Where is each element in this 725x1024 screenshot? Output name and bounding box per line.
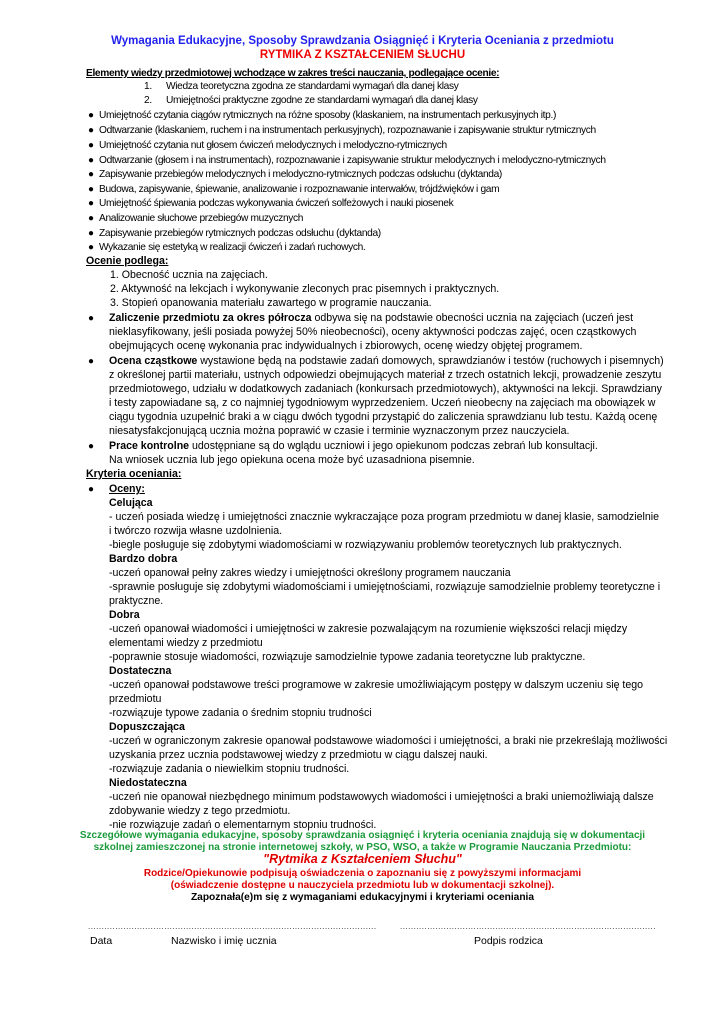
- bullet-icon: ●: [88, 198, 95, 209]
- ocenie-item: 3. Stopień opanowania materiału zawartego w programie nauczania.: [110, 297, 432, 309]
- grade-name: Bardzo dobra: [109, 553, 178, 565]
- bullet-icon: ●: [88, 125, 95, 136]
- grade-line: -uczeń opanował wiadomości i umiejętności w zakresie pozwalającym na rozumienie większości relacji między: [109, 623, 628, 635]
- date-label: Data: [90, 935, 113, 947]
- ocenie-item: 1. Obecność ucznia na zajęciach.: [110, 269, 268, 281]
- grade-line: -biegle posługuje się zdobytymi wiadomościami w rozwiązywaniu problemów teoretycznych lub praktycznych.: [109, 539, 622, 551]
- subject-title: RYTMIKA Z KSZTAŁCENIEM SŁUCHU: [259, 49, 466, 61]
- numbered-item-1-num: 1.: [144, 81, 152, 92]
- element-item: Umiejętność czytania nut głosem ćwiczeń melodycznych i melodyczno-rytmicznych: [99, 140, 447, 151]
- grade-name: Dobra: [109, 609, 140, 621]
- notice-green-line: Szczegółowe wymagania edukacyjne, sposoby sprawdzania osiągnięć i kryteria oceniania znajdują się w dokumentacji: [79, 830, 646, 841]
- element-item: Zapisywanie przebiegów rytmicznych podczas odsłuchu (dyktanda): [99, 228, 381, 239]
- grade-line: zdobywanie wiedzy z tego przedmiotu.: [109, 805, 291, 817]
- element-item: Zapisywanie przebiegów melodycznych i melodyczno-rytmicznych podczas odsłuchu (dyktanda): [99, 169, 502, 180]
- program-name: "Rytmika z Kształceniem Słuchu": [263, 852, 462, 866]
- ocena-czastkowa-text: ciągu tygodnia uzupełnić braki a w ciągu dwóch tygodni przystąpić do zaliczenia sprawdzianu lub testu. Każdą ocenę: [109, 411, 658, 423]
- zaliczenie-text: obejmujących ocenę wykonania prac indywidualnych i zbiorowych, ocenę wiedzy objętej programem.: [109, 340, 583, 352]
- student-name-label: Nazwisko i imię ucznia: [171, 935, 277, 947]
- ocena-czastkowa-text: przedmiotowego, udziału w dodatkowych zadaniach (konkursach przedmiotowych), aktywności na lekcji. Sprawdziany: [109, 383, 662, 395]
- ocena-czastkowa-text: i testy zapowiadane są, z co najmniej tygodniowym wyprzedzeniem. Uczeń nieobecny na zajęciach ma obowiązek w: [109, 397, 656, 409]
- element-item: Wykazanie się estetyką w realizacji ćwiczeń i zadań ruchowych.: [99, 242, 366, 253]
- grade-line: i twórczo rozwija własne uzdolnienia.: [109, 525, 283, 537]
- notice-green-line: szkolnej zamieszczonej na stronie internetowej szkoły, w PSO, WSO, a także w Programie Nauczania Przedmiotu:: [93, 842, 632, 853]
- bullet-icon: ●: [88, 155, 95, 166]
- ocena-czastkowa-text: z określonej partii materiału, ustnych odpowiedzi obejmujących materiał z trzech ostatnich lekcji, prowadzenie zeszytu: [109, 369, 662, 381]
- bullet-icon: ●: [88, 110, 95, 121]
- zaliczenie-text: nieklasyfikowany, jeśli posiada powyżej 50% nieobecności), oceny aktywności podczas zajęć, ocen cząstkowych: [109, 326, 637, 338]
- grade-line: - uczeń posiada wiedzę i umiejętności znacznie wykraczające poza program przedmiotu w danej klasie, samodzielnie: [109, 511, 659, 523]
- grade-line: -uczeń nie opanował niezbędnego minimum podstawowych wiadomości i umiejętności a braki uniemożliwiają dalsze: [109, 791, 654, 803]
- grade-line: elementami wiedzy z przedmiotu: [109, 637, 263, 649]
- grade-line: -uczeń w ograniczonym zakresie opanował podstawowe wiadomości i umiejętności, a braki nie przekreślają możliwości: [109, 735, 668, 747]
- prace-kontrolne-text: udostępniane są do wglądu uczniowi i jego opiekunom podczas zebrań lub konsultacji.: [189, 440, 598, 452]
- grade-name: Niedostateczna: [109, 777, 187, 789]
- grade-line: praktyczne.: [109, 595, 164, 607]
- notice-red-line: (oświadczenie dostępne u nauczyciela przedmiotu lub w dokumentacji szkolnej).: [170, 880, 555, 891]
- grade-name: Dopuszczająca: [109, 721, 185, 733]
- notice-red-line: Rodzice/Opiekunowie podpisują oświadczenia o zapoznaniu się z powyższymi informacjami: [143, 868, 582, 879]
- ocena-czastkowa-label: Ocena cząstkowe: [109, 355, 198, 367]
- numbered-item-2-num: 2.: [144, 95, 152, 106]
- ocenie-heading: Ocenie podlega:: [86, 255, 169, 267]
- bullet-icon: ●: [88, 184, 95, 195]
- oceny-label: Oceny:: [109, 483, 145, 495]
- bullet-icon: ●: [88, 313, 95, 324]
- grade-line: przedmiotu: [109, 693, 162, 705]
- ocenie-item: 2. Aktywność na lekcjach i wykonywanie zleconych prac pisemnych i praktycznych.: [110, 283, 500, 295]
- bullet-icon: ●: [88, 356, 95, 367]
- bullet-icon: ●: [88, 228, 95, 239]
- signature-dots-right: ..............................................................................................: [400, 922, 656, 931]
- bullet-icon: ●: [88, 169, 95, 180]
- zaliczenie-text: odbywa się na podstawie obecności ucznia na zajęciach (uczeń jest: [311, 312, 634, 324]
- ocena-czastkowa-text: niesatysfakcjonującą ucznia można poprawić w czasie i terminie wyznaczonym przez nauczyciela.: [109, 425, 570, 437]
- numbered-item-1-text: Wiedza teoretyczna zgodna ze standardami wymagań dla danej klasy: [166, 81, 459, 92]
- prace-kontrolne-label: Prace kontrolne: [109, 440, 190, 452]
- prace-kontrolne-paragraph: [109, 440, 598, 453]
- bullet-icon: ●: [88, 242, 95, 253]
- kryteria-heading: Kryteria oceniania:: [86, 468, 182, 480]
- zaliczenie-label: Zaliczenie przedmiotu za okres półrocza: [109, 312, 312, 324]
- grade-line: -rozwiązuje zadania o niewielkim stopniu trudności.: [109, 763, 350, 775]
- grade-line: uzyskania przez ucznia podstawowej wiedzy z przedmiotu w ciągu dalszej nauki.: [109, 749, 488, 761]
- signature-dots-left: ..........................................................................................................: [88, 922, 377, 931]
- elements-heading: Elementy wiedzy przedmiotowej wchodzące w zakres treści nauczania, podlegające ocenie:: [86, 68, 500, 79]
- bullet-icon: ●: [88, 484, 95, 495]
- element-item: Budowa, zapisywanie, śpiewanie, analizowanie i rozpoznawanie interwałów, trójdźwięków i gam: [99, 184, 500, 195]
- acknowledgement-line: Zapoznała(e)m się z wymaganiami edukacyjnymi i kryteriami oceniania: [190, 892, 535, 903]
- element-item: Analizowanie słuchowe przebiegów muzycznych: [99, 213, 304, 224]
- numbered-item-2-text: Umiejętności praktyczne zgodne ze standardami wymagań dla danej klasy: [166, 95, 478, 106]
- grade-line: -sprawnie posługuje się zdobytymi wiadomościami i umiejętnościami, rozwiązuje samodzielnie problemy teoretyczne i: [109, 581, 661, 593]
- bullet-icon: ●: [88, 441, 95, 452]
- bullet-icon: ●: [88, 213, 95, 224]
- grade-name: Celująca: [109, 497, 153, 509]
- zaliczenie-paragraph: [109, 312, 633, 325]
- element-item: Umiejętność czytania ciągów rytmicznych na różne sposoby (klaskaniem, na instrumentach perkusyjnych itp.): [99, 110, 556, 121]
- grade-line: -nie rozwiązuje zadań o elementarnym stopniu trudności.: [109, 819, 377, 831]
- bullet-icon: ●: [88, 140, 95, 151]
- grade-line: -uczeń opanował pełny zakres wiedzy i umiejętności określony programem nauczania: [109, 567, 511, 579]
- element-item: Umiejętność śpiewania podczas wykonywania ćwiczeń solfeżowych i nauki piosenek: [99, 198, 454, 209]
- ocena-czastkowa-paragraph: [109, 355, 664, 368]
- grade-line: -rozwiązuje typowe zadania o średnim stopniu trudności: [109, 707, 372, 719]
- parent-signature-label: Podpis rodzica: [474, 935, 543, 947]
- ocena-czastkowa-text: wystawione będą na podstawie zadań domowych, sprawdzianów i testów (ruchowych i pisemnych): [197, 355, 664, 367]
- element-item: Odtwarzanie (klaskaniem, ruchem i na instrumentach perkusyjnych), rozpoznawanie i zapisywanie struktur rytmicznych: [99, 125, 596, 136]
- document-title: Wymagania Edukacyjne, Sposoby Sprawdzania Osiągnięć i Kryteria Oceniania z przedmiotu: [111, 35, 614, 47]
- grade-line: -poprawnie stosuje wiadomości, rozwiązuje samodzielnie typowe zadania teoretyczne lub praktyczne.: [109, 651, 586, 663]
- grade-line: -uczeń opanował podstawowe treści programowe w zakresie umożliwiającym postępy w dalszym uczeniu się tego: [109, 679, 644, 691]
- element-item: Odtwarzanie (głosem i na instrumentach), rozpoznawanie i zapisywanie struktur melodycznych i melodyczno-rytmicznych: [99, 155, 606, 166]
- prace-kontrolne-text: Na wniosek ucznia lub jego opiekuna ocena może być uzasadniona pisemnie.: [109, 454, 475, 466]
- grade-name: Dostateczna: [109, 665, 172, 677]
